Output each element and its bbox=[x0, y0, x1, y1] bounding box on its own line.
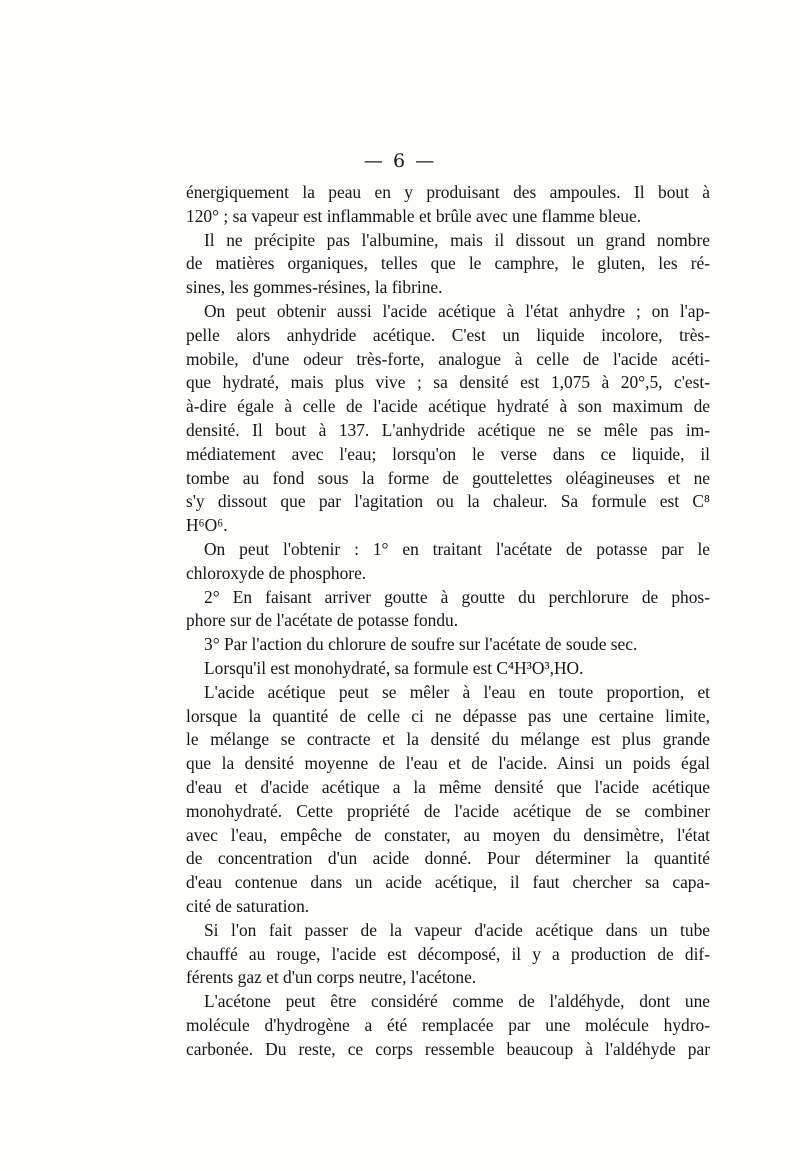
text-line: L'acétone peut être considéré comme de l'aldéhyde, dont une bbox=[204, 991, 710, 1012]
text-line: énergiquement la peau en y produisant des ampoules. Il bout à bbox=[186, 182, 710, 202]
text-line: avec l'eau, empêche de constater, au moyen du densimètre, l'état bbox=[186, 824, 710, 845]
text-line: 120° ; sa vapeur est inflammable et brûle avec une flamme bleue. bbox=[186, 205, 642, 226]
text-line: que hydraté, mais plus vive ; sa densité est 1,075 à 20°,5, c'est- bbox=[186, 372, 710, 393]
body-text bbox=[186, 181, 710, 1061]
text-line: Il ne précipite pas l'albumine, mais il dissout un grand nombre bbox=[204, 229, 710, 250]
text-line: d'eau contenue dans un acide acétique, il faut chercher sa capa- bbox=[186, 872, 710, 893]
text-line: L'acide acétique peut se mêler à l'eau en toute proportion, et bbox=[204, 681, 710, 702]
text-line: sines, les gommes-résines, la fibrine. bbox=[186, 277, 443, 298]
text-line: 2° En faisant arriver goutte à goutte du perchlorure de phos- bbox=[204, 586, 710, 607]
text-line: carbonée. Du reste, ce corps ressemble beaucoup à l'aldéhyde par bbox=[186, 1038, 710, 1059]
text-line: médiatement avec l'eau; lorsqu'on le verse dans ce liquide, il bbox=[186, 443, 710, 464]
text-line: H⁶O⁶. bbox=[186, 515, 228, 536]
text-line: monohydraté. Cette propriété de l'acide acétique de se combiner bbox=[186, 800, 710, 821]
text-line: d'eau et d'acide acétique a la même densité que l'acide acétique bbox=[186, 776, 710, 797]
text-line: On peut obtenir aussi l'acide acétique à l'état anhydre ; on l'ap- bbox=[204, 300, 710, 321]
text-line: férents gaz et d'un corps neutre, l'acétone. bbox=[186, 967, 477, 988]
text-line: lorsque la quantité de celle ci ne dépasse pas une certaine limite, bbox=[186, 705, 710, 726]
text-line: de matières organiques, telles que le camphre, le gluten, les ré- bbox=[186, 253, 710, 274]
text-line: densité. Il bout à 137. L'anhydride acétique ne se mêle pas im- bbox=[186, 419, 710, 440]
page-number: — 6 — bbox=[363, 150, 437, 172]
text-line: 3° Par l'action du chlorure de soufre sur l'acétate de soude sec. bbox=[204, 634, 638, 655]
text-line: phore sur de l'acétate de potasse fondu. bbox=[186, 610, 459, 631]
text-line: Si l'on fait passer de la vapeur d'acide acétique dans un tube bbox=[204, 919, 710, 940]
text-line: chauffé au rouge, l'acide est décomposé, il y a production de dif- bbox=[186, 943, 710, 964]
text-line: le mélange se contracte et la densité du mélange est plus grande bbox=[186, 729, 710, 750]
text-line: pelle alors anhydride acétique. C'est un liquide incolore, très- bbox=[186, 324, 710, 345]
text-line: cité de saturation. bbox=[186, 895, 310, 916]
text-line: que la densité moyenne de l'eau et de l'acide. Ainsi un poids égal bbox=[186, 753, 710, 774]
text-line: chloroxyde de phosphore. bbox=[186, 562, 367, 583]
text-line: On peut l'obtenir : 1° en traitant l'acétate de potasse par le bbox=[204, 538, 710, 559]
text-line: molécule d'hydrogène a été remplacée par une molécule hydro- bbox=[186, 1014, 710, 1035]
text-line: s'y dissout que par l'agitation ou la chaleur. Sa formule est C⁸ bbox=[186, 491, 710, 512]
text-line: Lorsqu'il est monohydraté, sa formule est C⁴H³O³,HO. bbox=[204, 657, 584, 678]
text-line: tombe au fond sous la forme de gouttelettes oléagineuses et ne bbox=[186, 467, 710, 488]
text-line: mobile, d'une odeur très-forte, analogue à celle de l'acide acéti- bbox=[186, 348, 710, 369]
text-line: de concentration d'un acide donné. Pour déterminer la quantité bbox=[186, 848, 710, 869]
text-line: à-dire égale à celle de l'acide acétique hydraté à son maximum de bbox=[186, 396, 710, 417]
